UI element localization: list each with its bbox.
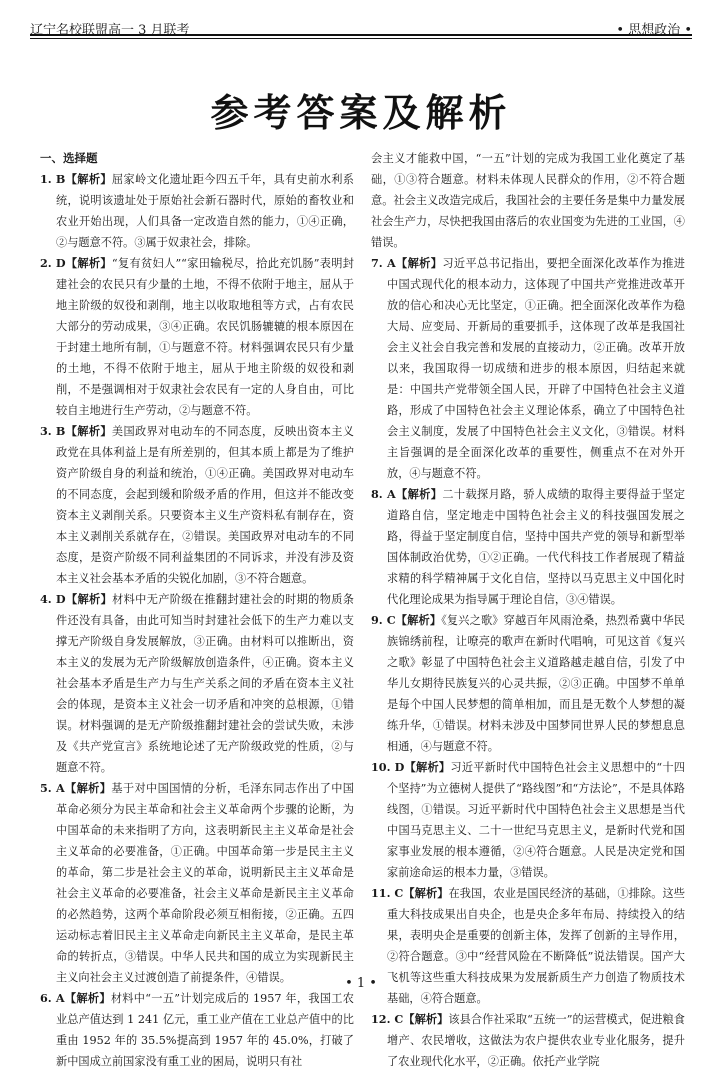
answer-item (371, 757, 685, 883)
analysis-tag: 【解析】 (64, 992, 111, 1005)
page-title: 参考答案及解析 (210, 91, 512, 135)
analysis-text: 基于对中国国情的分析，毛泽东同志作出了中国革命必须分为民主革命和社会主义革命两个步骤的论断，为中国革命的未来指明了方向，这表明新民主主义革命是社会主义革命的必要准备，①正确。中国革命第一步是民主主义的革命，第二步是社会主义的革命，说明新民主主义革命是社会主义革命的必要准备，社会主义革命是新民主主义革命的必然趋势，这两个革命阶段必须互相衔接，②正确。五四运动标志着旧民主主义革命走向新民主主义革命，是民主革命的转折点，③错误。中华人民共和国的成立为实现新民主主义向社会主义过渡创造了前提条件，④错误。 (56, 782, 354, 984)
analysis-text: 屈家岭文化遗址距今四五千年，具有史前水利系统，说明该遗址处于原始社会新石器时代，原始的畜牧业和农业开始出现，人们具备一定改造自然的能力，①④正确，②与题意不符。③属于奴隶社会，排除。 (56, 173, 354, 249)
analysis-tag: 【解析】 (395, 614, 442, 627)
answer-number: 5. A (40, 781, 65, 795)
answer-number: 6. A (40, 991, 65, 1005)
analysis-text: 该县合作社采取“五统一”的运营模式，促进粮食增产、农民增收，这做法为农户提供农业专业化服务，提升了农业现代化水平，②正确。依托产业学院 (387, 1013, 685, 1068)
answer-number: 9. C (371, 613, 396, 627)
analysis-text: 二十载探月路，骄人成绩的取得主要得益于坚定道路自信，坚定地走中国特色社会主义的科技强国发展之路，得益于坚定制度自信，坚持中国共产党的领导和新型举国体制政治优势，①②正确。一代代科技工作者展现了精益求精的科学精神属于文化自信，坚持以马克思主义中国化时代化理论成果为指导属于理论自信，③④错误。 (387, 488, 685, 606)
header-exam-name: 辽宁名校联盟高一 3 月联考 (30, 23, 190, 38)
answer-item (40, 421, 354, 589)
answer-item (40, 169, 354, 253)
analysis-text: 材料中无产阶级在推翻封建社会的时期的物质条件还没有具备，由此可知当时封建社会低下的生产力难以支撑无产阶级自身发展解放，③正确。由材料可以推断出，资本主义的发展为无产阶级解放创造条件，④正确。资本主义社会基本矛盾是生产力与生产关系之间的矛盾在资本主义社会的体现，是资本主义社会一切矛盾和冲突的总根源，①错误。材料强调的是无产阶级推翻封建社会的尝试失败，未涉及《共产党宣言》系统地论述了无产阶级政党的性质，②与题意不符。 (56, 593, 354, 774)
analysis-text: 习近平新时代中国特色社会主义思想中的“十四个坚持”为立德树人提供了“路线图”和“方法论”，不是具体路线图，①错误。习近平新时代中国特色社会主义思想是当代中国马克思主义、二十一世纪马克思主义，是新时代党和国家事业发展的根本遵循，②④符合题意。人民是决定党和国家前途命运的根本力量，③错误。 (387, 761, 685, 879)
analysis-tag: 【解析】 (65, 425, 112, 438)
analysis-tag: 【解析】 (395, 488, 443, 501)
answer-item (40, 778, 354, 988)
left-column (40, 148, 354, 1072)
answer-number: 3. B (40, 424, 66, 438)
analysis-text: 材料中“一五”计划完成后的 1957 年，我国工农业总产值达到 1 241 亿元，重工业产值在工业总产值中的比重由 1952 年的 35.5%提高到 1957 年的 45.0%，打破了新中国成立前国家没有重工业的困局，说明只有社 (56, 992, 354, 1068)
answer-number: 2. D (40, 256, 66, 270)
right-column (371, 148, 685, 1072)
section-heading: 一、选择题 (40, 151, 98, 165)
analysis-tag: 【解析】 (404, 761, 451, 774)
header-rule-thin (30, 38, 692, 39)
analysis-tag: 【解析】 (65, 257, 112, 270)
answer-item (40, 589, 354, 778)
analysis-text: 习近平总书记指出，要把全面深化改革作为推进中国式现代化的根本动力，这体现了中国共产党推进改革开放的信心和决心无比坚定，①正确。把全面深化改革作为稳大局、应变局、开新局的重要抓手，这体现了改革是我国社会主义社会自我完善和发展的直接动力，②正确。改革开放以来，我国取得一切成绩和进步的根本原因，归结起来就是：中国共产党带领全国人民，开辟了中国特色社会主义道路，形成了中国特色社会主义理论体系，确立了中国特色社会主义制度，发展了中国特色社会主义文化，③错误。材料主旨强调的是全面深化改革的重要性，侧重点不在对外开放，④与题意不符。 (387, 257, 685, 480)
continued-paragraph: 会主义才能救中国，“一五”计划的完成为我国工业化奠定了基础，①③符合题意。材料未体现人民群众的作用，②不符合题意。社会主义改造完成后，我国社会的主要任务是集中力量发展社会生产力，尽快把我国由落后的农业国变为先进的工业国，④错误。 (371, 152, 685, 249)
answer-item (371, 1009, 685, 1072)
answer-item (40, 988, 354, 1072)
answer-number: 7. A (371, 256, 396, 270)
analysis-tag: 【解析】 (65, 173, 112, 186)
header-rule-thick (30, 34, 692, 36)
answer-number: 11. C (371, 886, 404, 900)
answer-number: 8. A (371, 487, 396, 501)
answer-number: 4. D (40, 592, 66, 606)
analysis-text: “复有贫妇人”“家田输税尽，拾此充饥肠”表明封建社会的农民只有少量的土地，不得不依附于地主，屈从于地主阶级的奴役和剥削，地主以收取地租等方式，占有农民大部分的劳动成果，③④正确。农民饥肠辘辘的根本原因在于封建土地所有制，①与题意不符。材料强调农民只有少量的土地，不得不依附于地主，屈从于地主阶级的奴役和剥削，不是强调相对于奴隶社会农民有一定的人身自由，可比较自主地进行生产劳动，②与题意不符。 (56, 257, 354, 417)
header-subject: • 思想政治 • (616, 23, 692, 38)
answer-item (371, 253, 685, 484)
answer-item (371, 610, 685, 757)
analysis-tag: 【解析】 (403, 1013, 449, 1026)
answer-item (40, 253, 354, 421)
page-number: • 1 • (345, 976, 377, 991)
answer-number: 10. D (371, 760, 405, 774)
answer-number: 1. B (40, 172, 66, 186)
analysis-text: 《复兴之歌》穿越百年风雨沧桑，热烈希冀中华民族锦绣前程，让嘹亮的歌声在新时代唱响，可见这首《复兴之歌》彰显了中国特色社会主义道路越走越自信，引发了中华儿女期待民族复兴的心灵共振，②③正确。中国梦不单单是每个中国人民梦想的简单相加，而且是无数个人梦想的凝练升华，①错误。材料未涉及中国梦同世界人民的梦想息息相通，④与题意不符。 (387, 614, 685, 753)
analysis-tag: 【解析】 (395, 257, 443, 270)
analysis-tag: 【解析】 (64, 782, 112, 795)
analysis-text: 美国政界对电动车的不同态度，反映出资本主义政党在具体利益上是有所差别的，但其本质上都是为了维护资产阶级自身的利益和统治，①④正确。美国政界对电动车的不同态度，会起到缓和阶级矛盾的作用，但这并不能改变资本主义剥削关系。只要资本主义生产资料私有制存在，资本主义剥削关系就存在，②错误。美国政界对电动车的不同态度，是资产阶级不同利益集团的不同诉求，并没有涉及资本主义社会基本矛盾的尖锐化加剧，③不符合题意。 (56, 425, 354, 585)
analysis-tag: 【解析】 (65, 593, 113, 606)
answer-number: 12. C (371, 1012, 404, 1026)
analysis-text: 在我国，农业是国民经济的基础，①排除。这些重大科技成果出自央企，也是央企多年布局、持续投入的结果，表明央企是重要的创新主体，发挥了创新的主导作用，②符合题意。③中“经营风险在不断降低”说法错误。国产大飞机等这些重大科技成果为发展新质生产力创造了物质技术基础，④符合题意。 (387, 887, 685, 1005)
answer-item (371, 484, 685, 610)
analysis-tag: 【解析】 (403, 887, 449, 900)
